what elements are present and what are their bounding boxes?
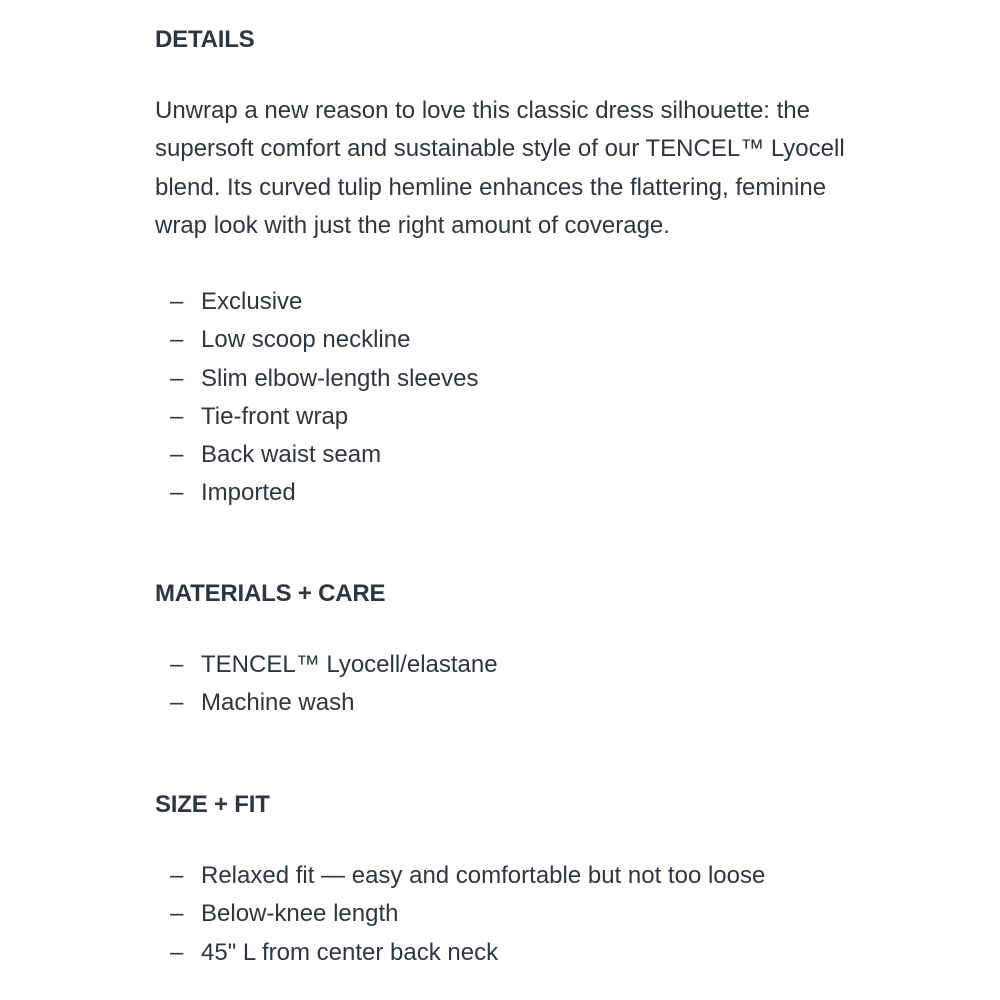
dash-icon: –	[170, 651, 184, 678]
dash-icon: –	[170, 288, 184, 315]
list-item	[155, 895, 765, 933]
list-item	[155, 684, 498, 722]
dash-icon: –	[170, 900, 184, 928]
list-item	[155, 934, 765, 972]
list-item-label: Imported	[201, 479, 296, 507]
list-item-label: Back waist seam	[201, 441, 382, 469]
list-item-label: Below-knee length	[201, 900, 399, 928]
details-paragraph: Unwrap a new reason to love this classic dress silhouette: the supersoft comfort and sustainable style of our TENCEL™ Lyocell blend. Its curved tulip hemline enhances the flattering, feminine wrap look with just the right amount of coverage.	[155, 97, 845, 239]
list-item	[155, 360, 478, 398]
list-item	[155, 321, 478, 359]
materials-care-list	[155, 646, 498, 723]
dash-icon: –	[170, 364, 184, 392]
list-item	[155, 436, 478, 474]
dash-icon: –	[170, 938, 184, 966]
dash-icon: –	[170, 479, 184, 507]
list-item-label: Low scoop neckline	[201, 326, 411, 354]
list-item	[155, 857, 765, 895]
list-item-label: Slim elbow-length sleeves	[201, 364, 479, 392]
dash-icon: –	[170, 402, 184, 430]
size-fit-list	[155, 857, 765, 972]
list-item-label: Exclusive	[201, 288, 303, 315]
list-item	[155, 283, 478, 321]
list-item	[155, 398, 478, 436]
list-item-label: Tie-front wrap	[201, 402, 349, 430]
dash-icon: –	[170, 326, 184, 354]
list-item-label: Relaxed fit — easy and comfortable but not too loose	[201, 862, 766, 889]
list-item	[155, 646, 498, 684]
list-item	[155, 474, 478, 512]
dash-icon: –	[170, 441, 184, 469]
list-item-label: Machine wash	[201, 689, 355, 717]
list-item-label: 45" L from center back neck	[201, 938, 499, 966]
size-fit-heading: SIZE + FIT	[155, 791, 270, 818]
details-list	[155, 283, 478, 513]
details-heading: DETAILS	[155, 26, 255, 53]
dash-icon: –	[170, 862, 184, 889]
dash-icon: –	[170, 689, 184, 717]
materials-care-heading: MATERIALS + CARE	[155, 580, 386, 607]
list-item-label: TENCEL™ Lyocell/elastane	[201, 651, 498, 678]
